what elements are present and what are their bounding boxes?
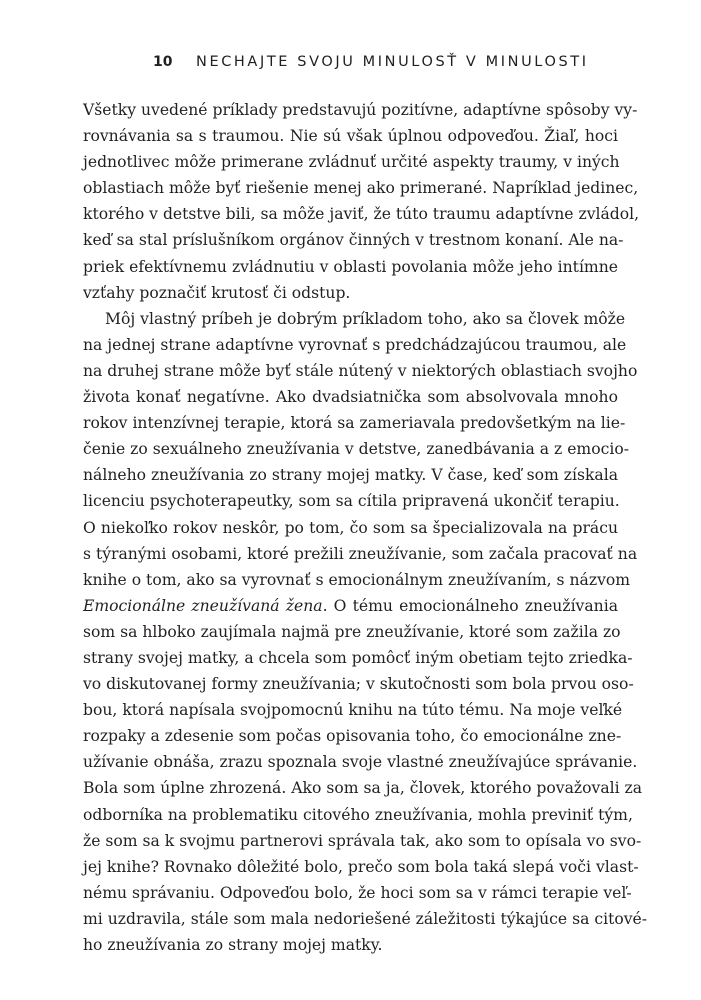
body-text: [83, 97, 648, 958]
text-line: ktorého v detstve bili, sa môže javiť, že túto traumu adaptívne zvládol,: [83, 205, 640, 224]
text-line: vo diskutovanej formy zneužívania; v skutočnosti som bola prvou oso-: [83, 675, 634, 694]
text-line: ho zneužívania zo strany mojej matky.: [83, 936, 383, 954]
text-line: oblastiach môže byť riešenie menej ako primerané. Napríklad jedinec,: [83, 179, 639, 198]
text-line: knihe o tom, ako sa vyrovnať s emocionálnym zneužívaním, s názvom: [83, 570, 631, 589]
book-title: Emocionálne zneužívaná žena: [83, 596, 323, 615]
text-line: nálneho zneužívania zo strany mojej matky. V čase, keď som získala: [83, 466, 618, 485]
text-line: strany svojej matky, a chcela som pomôcť iným obetiam tejto zriedka-: [83, 648, 633, 667]
text-line: užívanie obnáša, zrazu spoznala svoje vlastné zneužívajúce správanie.: [83, 753, 638, 772]
text-line: Všetky uvedené príklady predstavujú pozitívne, adaptívne spôsoby vy-: [83, 101, 638, 119]
text-line-with-book-title: [83, 593, 618, 619]
text-line: na jednej strane adaptívne vyrovnať s predchádzajúcou traumou, ale: [83, 335, 627, 354]
page-number: 10: [153, 54, 173, 70]
text-line: Bola som úplne zhrozená. Ako som sa ja, človek, ktorého považovali za: [83, 779, 643, 798]
text-line: licenciu psychoterapeutky, som sa cítila pripravená ukončiť terapiu.: [83, 492, 620, 511]
text-line: čenie zo sexuálneho zneužívania v detstve, zanedbávania a z emocio-: [83, 440, 629, 459]
running-title: NECHAJTE SVOJU MINULOSŤ V MINULOSTI: [196, 54, 589, 70]
text-line: vzťahy poznačiť krutosť či odstup.: [83, 283, 351, 302]
text-line: rovnávania sa s traumou. Nie sú však úplnou odpoveďou. Žiaľ, hoci: [83, 127, 618, 146]
text-line: života konať negatívne. Ako dvadsiatnička som absolvovala mnoho: [83, 388, 618, 407]
text-line: na druhej strane môže byť stále nútený v niektorých oblastiach svojho: [83, 361, 638, 380]
text-line: priek efektívnemu zvládnutiu v oblasti povolania môže jeho intímne: [83, 257, 618, 276]
text-line: s týranými osobami, ktoré prežili zneužívanie, som začala pracovať na: [83, 544, 638, 563]
text-line: rokov intenzívnej terapie, ktorá sa zameriavala predovšetkým na lie-: [83, 414, 626, 433]
text-line: mi uzdravila, stále som mala nedoriešené záležitosti týkajúce sa citové-: [83, 909, 648, 928]
text-line: odborníka na problematiku citového zneužívania, mohla previniť tým,: [83, 805, 633, 824]
text-fragment: . O tému emocionálneho zneužívania: [322, 596, 618, 615]
text-line: O niekoľko rokov neskôr, po tom, čo som sa špecializovala na prácu: [83, 518, 618, 537]
running-header: [153, 50, 589, 74]
text-line: som sa hlboko zaujímala najmä pre zneužívanie, ktoré som zažila zo: [83, 622, 621, 641]
text-line: nému správaniu. Odpoveďou bolo, že hoci som sa v rámci terapie veľ-: [83, 883, 632, 902]
text-line: bou, ktorá napísala svojpomocnú knihu na túto tému. Na moje veľké: [83, 701, 623, 720]
text-line: keď sa stal príslušníkom orgánov činných v trestnom konaní. Ale na-: [83, 231, 624, 250]
paragraph: [83, 97, 640, 306]
text-line: Môj vlastný príbeh je dobrým príkladom toho, ako sa človek môže: [105, 309, 626, 328]
text-line: že som sa k svojmu partnerovi správala tak, ako som to opísala vo svo-: [83, 831, 642, 850]
text-line: jej knihe? Rovnako dôležité bolo, prečo som bola taká slepá voči vlast-: [83, 857, 639, 876]
paragraph: [83, 306, 648, 958]
text-line: jednotlivec môže primerane zvládnuť určité aspekty traumy, v iných: [83, 153, 620, 172]
text-line: rozpaky a zdesenie som počas opisovania toho, čo emocionálne zne-: [83, 727, 622, 746]
